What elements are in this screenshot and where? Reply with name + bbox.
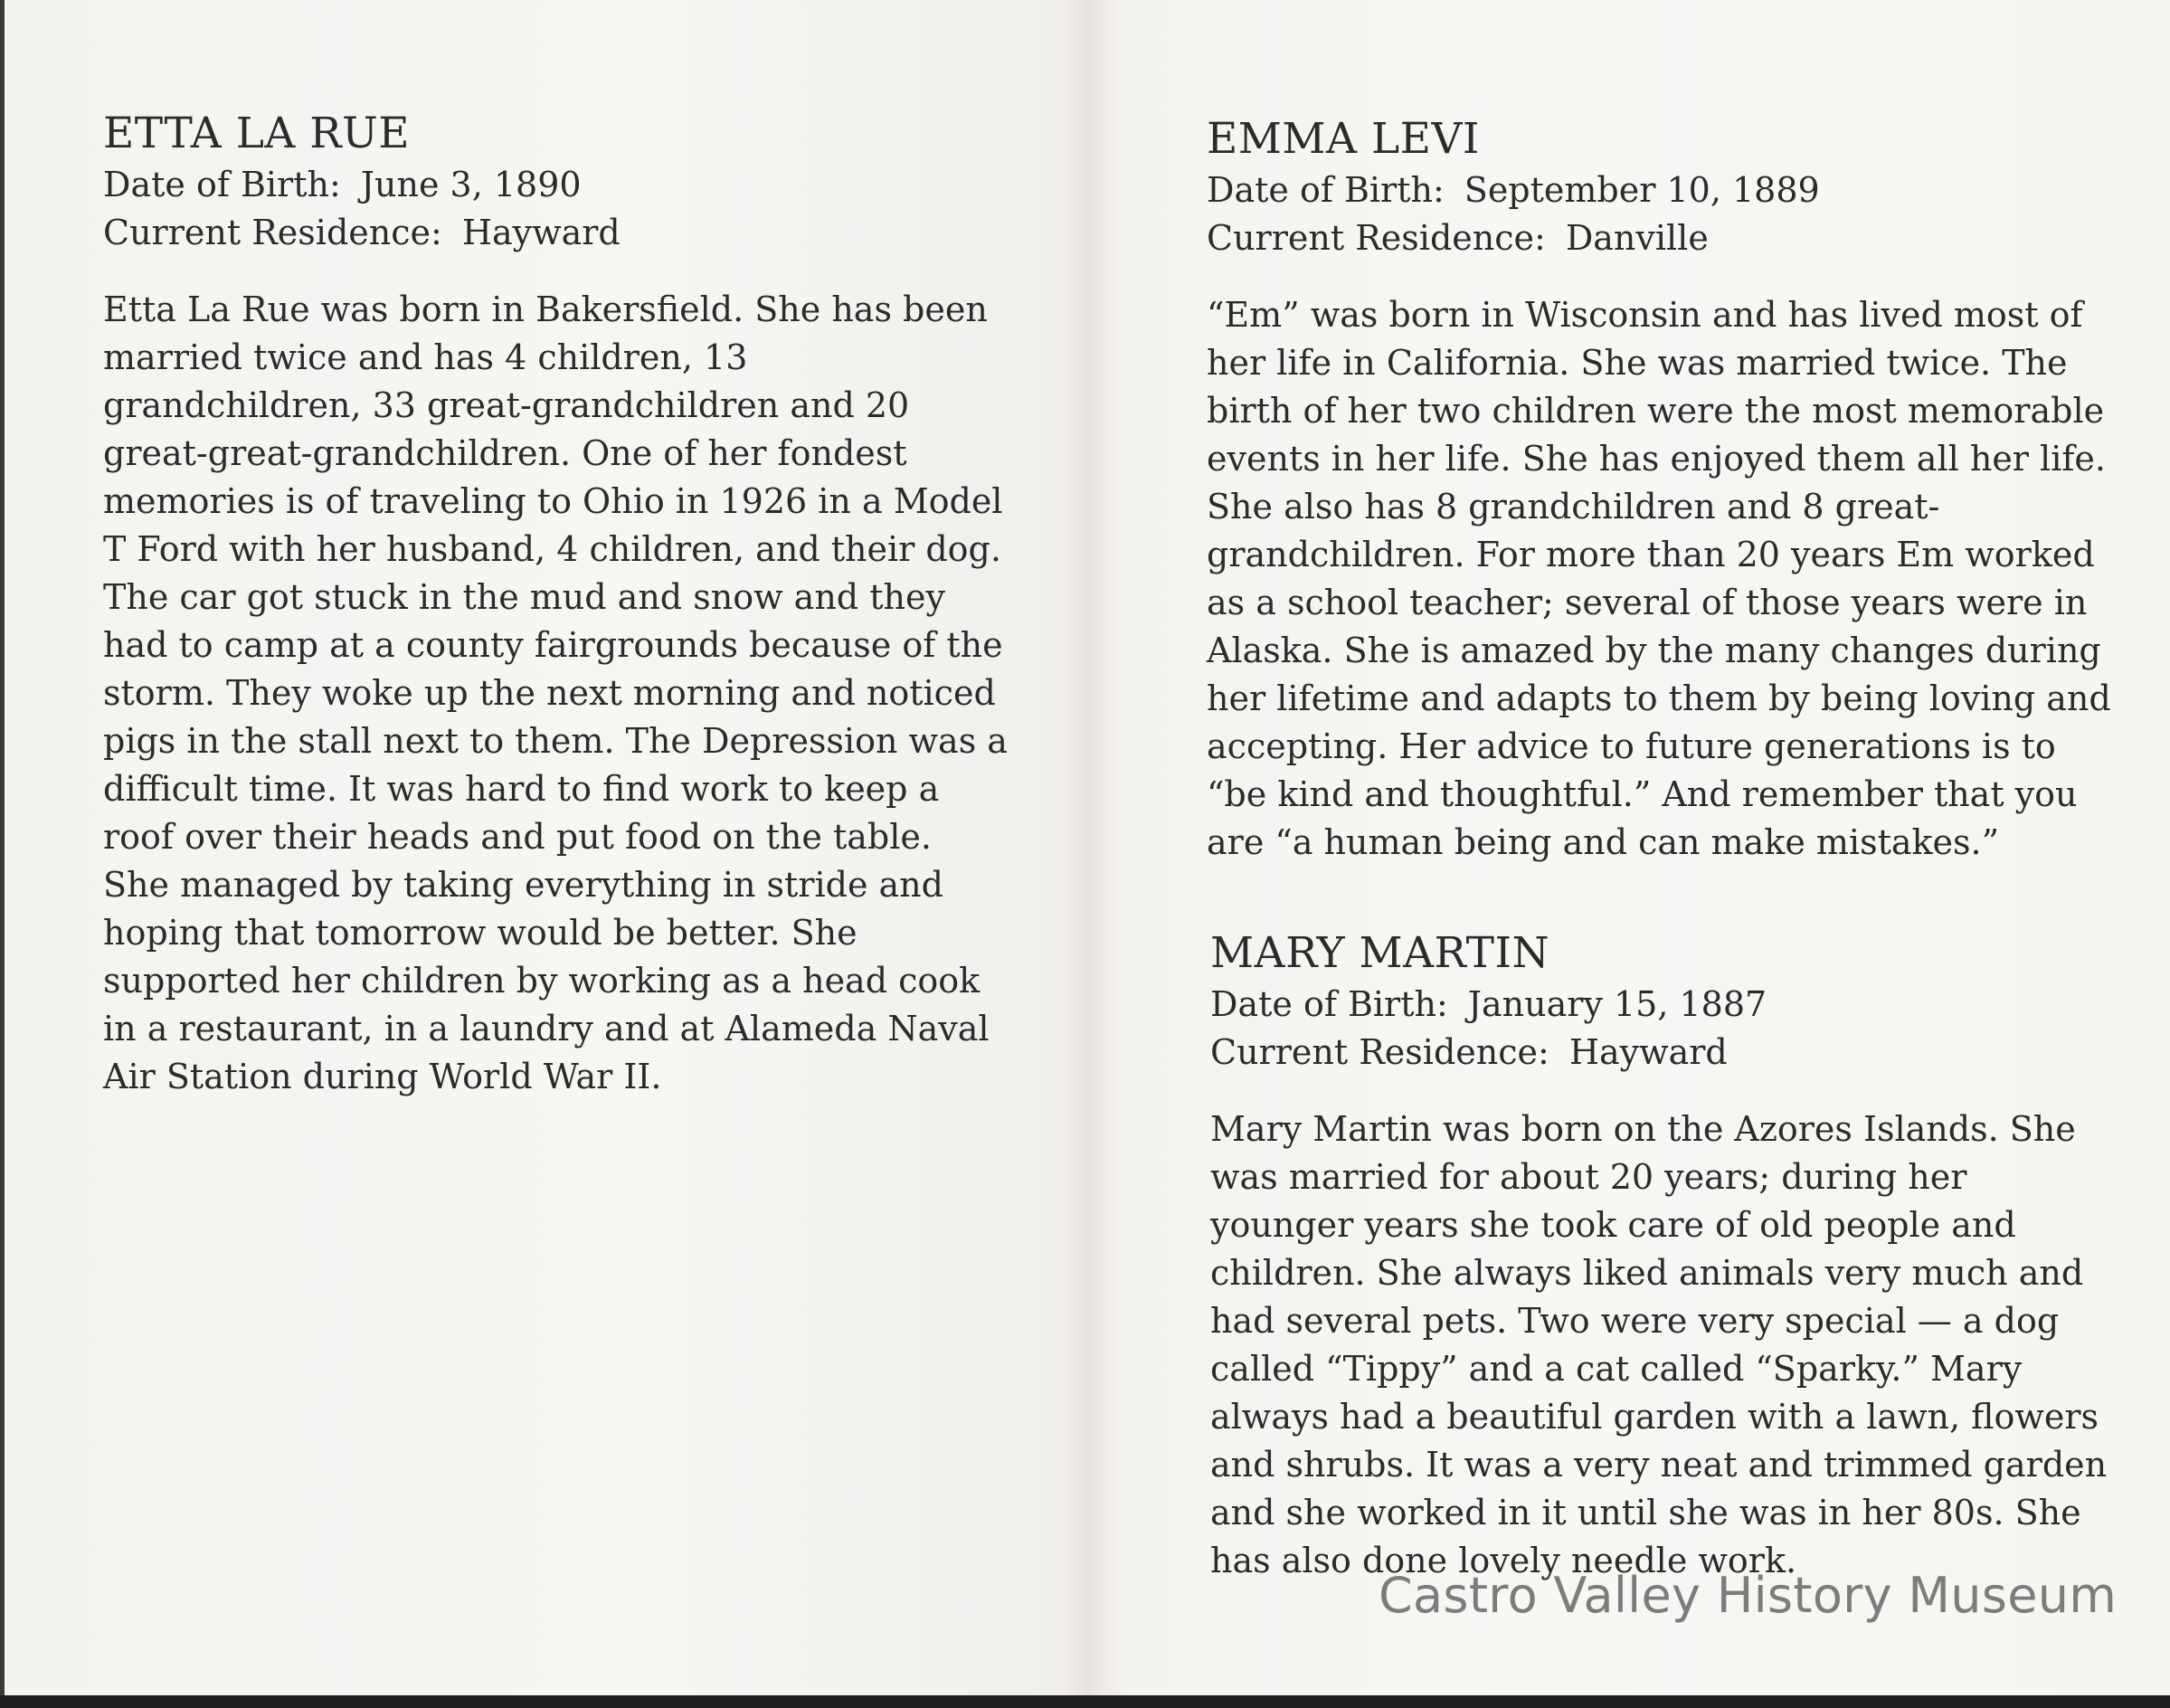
- dob-label: Date of Birth:: [1210, 984, 1448, 1024]
- profile-etta-la-rue: [103, 107, 1008, 1101]
- profile-emma-levi: [1207, 112, 2116, 867]
- profile-name: EMMA LEVI: [1207, 114, 1480, 164]
- date-of-birth: [1207, 166, 2116, 214]
- dob-label: Date of Birth:: [103, 165, 341, 204]
- museum-watermark: Castro Valley History Museum: [1379, 1567, 2118, 1624]
- dob-value: September 10, 1889: [1464, 170, 1820, 210]
- dob-value: June 3, 1890: [360, 165, 582, 204]
- profile-name: MARY MARTIN: [1210, 928, 1550, 978]
- residence-label: Current Residence:: [1207, 218, 1546, 258]
- current-residence: [1207, 214, 2116, 262]
- profile-bio: “Em” was born in Wisconsin and has lived most of her life in California. She was married twice. The birth of her two children were the most memorable events in her life. She has enjoyed them all her life. She also has 8 grandchildren and 8 great-grandchildren. For more than 20 years Em worked as a school teacher; several of those years were in Alaska. She is amazed by the many changes during her lifetime and adapts to them by being loving and accepting. Her advice to future generations is to “be kind and thoughtful.” And remember that you are “a human being and can make mistakes.”: [1207, 295, 2111, 862]
- residence-label: Current Residence:: [1210, 1032, 1549, 1072]
- left-page: [0, 0, 1091, 1695]
- date-of-birth: [1210, 981, 2119, 1029]
- residence-value: Hayward: [1568, 1032, 1728, 1072]
- residence-value: Hayward: [461, 213, 621, 252]
- scan-bottom-edge: [0, 1695, 2170, 1708]
- profile-name: ETTA LA RUE: [103, 109, 411, 158]
- date-of-birth: [103, 161, 1008, 209]
- current-residence: [1210, 1029, 2119, 1077]
- current-residence: [103, 209, 1008, 257]
- dob-label: Date of Birth:: [1207, 170, 1445, 210]
- residence-value: Danville: [1565, 218, 1709, 258]
- residence-label: Current Residence:: [103, 213, 442, 252]
- profile-mary-martin: [1210, 926, 2119, 1585]
- profile-bio: Etta La Rue was born in Bakersfield. She has been married twice and has 4 children, 13 grandchildren, 33 great-grandchildren and 20 great-great-grandchildren. One of her fondest memories is of traveling to Ohio in 1926 in a Model T Ford with her husband, 4 children, and their dog. The car got stuck in the mud and snow and they had to camp at a county fairgrounds because of the storm. They woke up the next morning and noticed pigs in the stall next to them. The Depression was a difficult time. It was hard to find work to keep a roof over their heads and put food on the table. She managed by taking everything in stride and hoping that tomorrow would be better. She supported her children by working as a head cook in a restaurant, in a laundry and at Alameda Naval Air Station during World War II.: [103, 289, 1008, 1096]
- dob-value: January 15, 1887: [1467, 984, 1767, 1024]
- profile-bio: Mary Martin was born on the Azores Islands. She was married for about 20 years; during her younger years she took care of old people and children. She always liked animals very much and had several pets. Two were very special — a dog called “Tippy” and a cat called “Sparky.” Mary always had a beautiful garden with a lawn, flowers and shrubs. It was a very neat and trimmed garden and she worked in it until she was in her 80s. She has also done lovely needle work.: [1210, 1109, 2108, 1580]
